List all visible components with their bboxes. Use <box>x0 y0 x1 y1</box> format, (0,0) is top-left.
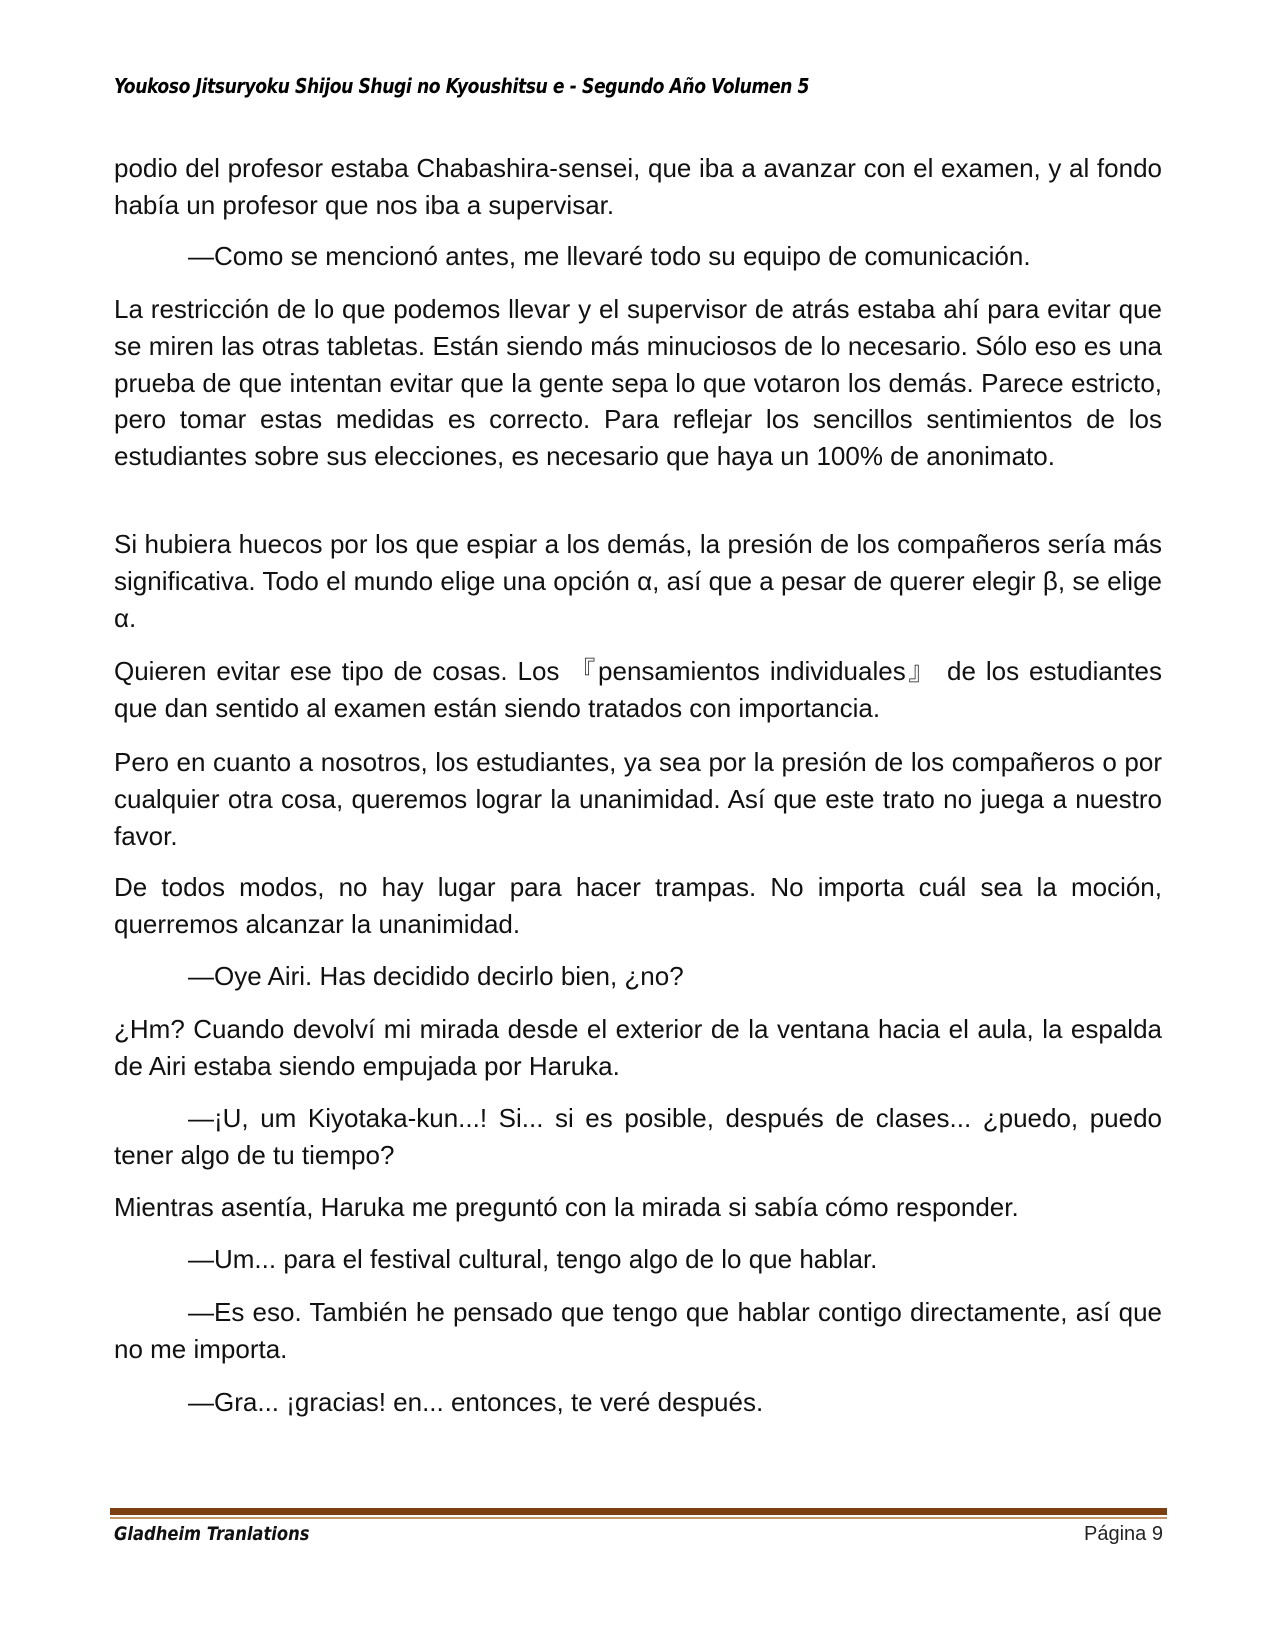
paragraph: Si hubiera huecos por los que espiar a los demás, la presión de los compañeros sería más significativa. Todo el mundo elige una opción α, así que a pesar de querer elegir β, se elige α. <box>114 529 1162 633</box>
dialogue-line: —¡U, um Kiyotaka-kun...! Si... si es posible, después de clases... ¿puedo, puedo tener algo de tu tiempo? <box>114 1103 1162 1170</box>
footer-rule-thin <box>110 1517 1167 1519</box>
footer-credit: Gladheim Tranlations <box>114 1523 310 1545</box>
dialogue-line: —Oye Airi. Has decidido decirlo bien, ¿no? <box>188 961 684 991</box>
paragraph: Pero en cuanto a nosotros, los estudiantes, ya sea por la presión de los compañeros o por cualquier otra cosa, queremos lograr la unanimidad. Así que este trato no juega a nuestro favor. <box>114 747 1162 851</box>
footer-rule <box>110 1508 1167 1515</box>
paragraph: De todos modos, no hay lugar para hacer trampas. No importa cuál sea la moción, querremos alcanzar la unanimidad. <box>114 872 1162 939</box>
dialogue-line: —Um... para el festival cultural, tengo algo de lo que hablar. <box>188 1244 878 1274</box>
paragraph: podio del profesor estaba Chabashira-sensei, que iba a avanzar con el examen, y al fondo había un profesor que nos iba a supervisar. <box>114 153 1162 220</box>
paragraph: Mientras asentía, Haruka me preguntó con la mirada si sabía cómo responder. <box>114 1192 1019 1222</box>
dialogue-line: —Como se mencionó antes, me llevaré todo su equipo de comunicación. <box>188 241 1031 271</box>
dialogue-line: —Gra... ¡gracias! en... entonces, te veré después. <box>188 1387 764 1417</box>
running-header: Youkoso Jitsuryoku Shijou Shugi no Kyoushitsu e - Segundo Año Volumen 5 <box>114 74 810 98</box>
paragraph: ¿Hm? Cuando devolví mi mirada desde el exterior de la ventana hacia el aula, la espalda de Airi estaba siendo empujada por Haruka. <box>114 1014 1162 1081</box>
paragraph: Quieren evitar ese tipo de cosas. Los 『pensamientos individuales』 de los estudiantes que dan sentido al examen están siendo tratados con importancia. <box>114 656 1162 723</box>
dialogue-line: —Es eso. También he pensado que tengo que hablar contigo directamente, así que no me importa. <box>114 1297 1162 1364</box>
paragraph: La restricción de lo que podemos llevar y el supervisor de atrás estaba ahí para evitar que se miren las otras tabletas. Están siendo más minuciosos de lo necesario. Sólo eso es una prueba de que intentan evitar que la gente sepa lo que votaron los demás. Parece estricto, pero tomar estas medidas es correcto. Para reflejar los sencillos sentimientos de los estudiantes sobre sus elecciones, es necesario que haya un 100% de anonimato. <box>114 294 1162 472</box>
page-number: Página 9 <box>1084 1523 1163 1545</box>
